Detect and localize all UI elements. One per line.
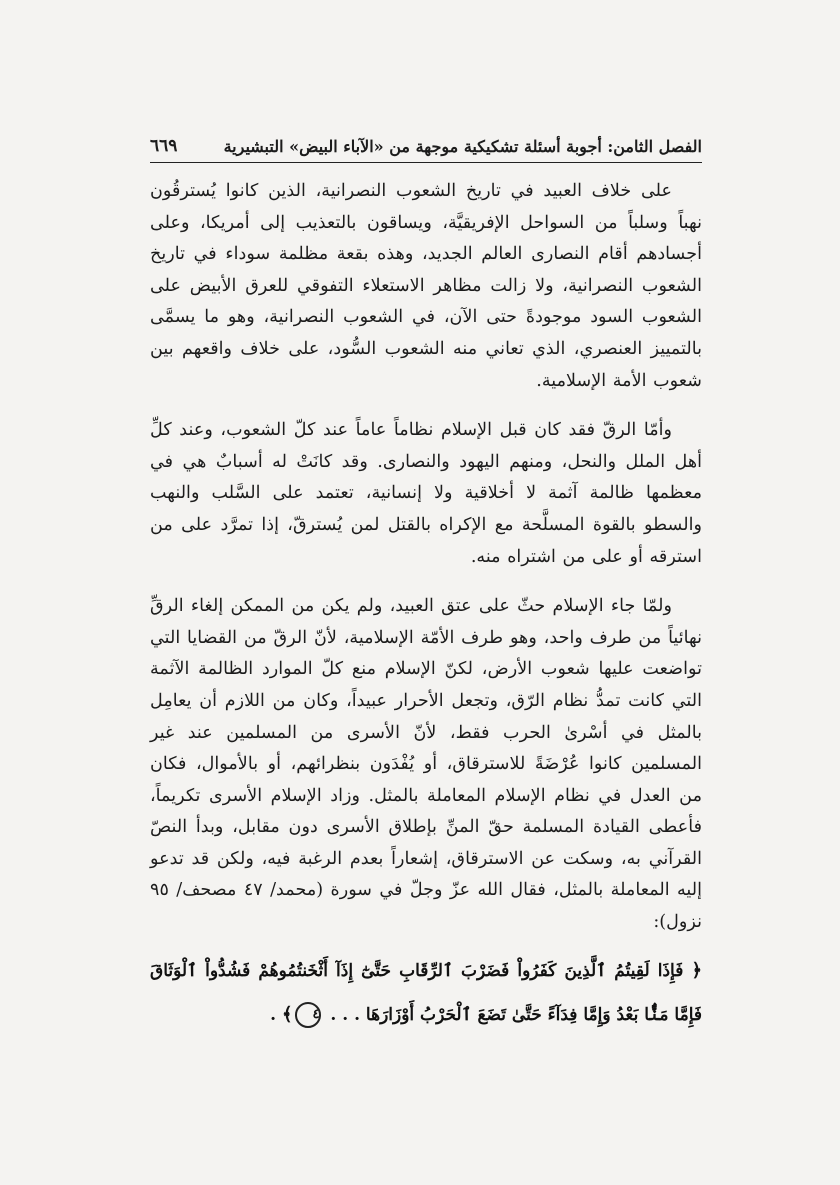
paragraph: ولمّا جاء الإسلام حثّ على عتق العبيد، ولم يكن من الممكن إلغاء الرقِّ نهائياً من طرف واحد، وهو طرف الأمّة الإسلامية، لأنّ الرقّ من القضايا التي تواضعت عليها شعوب الأرض، لكنّ الإسلام منع كلّ الموارد الظالمة الآثمة التي كانت تمدُّ نظام الرّق، وتجعل الأحرار عبيداً، وكان من اللازم أن يعامِل بالمثل في أسْرىٰ الحرب فقط، لأنّ الأسرى من المسلمين عند غير المسلمين كانوا عُرْضَةً للاسترقاق، أو يُفْدَون بنظرائهم، أو بالأموال، فكان من العدل في نظام الإسلام المعاملة بالمثل. وزاد الإسلام الأسرى تكريماً، فأعطى القيادة المسلمة حقّ المنِّ بإطلاق الأسرى دون مقابل، وبدأ النصّ القرآني به، وسكت عن الاسترقاق، إشعاراً بعدم الرغبة فيه، ولكن قد تدعو إليه المعاملة بالمثل، فقال الله عزّ وجلّ في سورة (محمد/ ٤٧ مصحف/ ٩٥ نزول): [150, 596, 702, 933]
paragraph: على خلاف العبيد في تاريخ الشعوب النصرانية، الذين كانوا يُسترقُون نهباً وسلباً من السواحل الإفريقيَّة، ويساقون بالتعذيب إلى أمريكا، وعلى أجسادهم أقام النصارى العالم الجديد، وهذه بقعة مظلمة سوداء في تاريخ الشعوب النصرانية، ولا زالت مظاهر الاستعلاء التفوقي للعرق الأبيض على الشعوب السود موجودةً حتى الآن، في الشعوب النصرانية، وهو ما يسمَّى بالتمييز العنصري، الذي تعاني منه الشعوب السُّود، على خلاف واقعهم بين شعوب الأمة الإسلامية. [150, 181, 702, 391]
verse-number-marker: ٤ [295, 1002, 321, 1028]
header-divider [150, 162, 702, 163]
quran-open-bracket: ﴿ [691, 959, 702, 981]
paragraph: وأمّا الرقّ فقد كان قبل الإسلام نظاماً عاماً عند كلّ الشعوب، وعند كلِّ أهل الملل والنحل، ومنهم اليهود والنصارى. وقد كانَتْ له أسبابٌ هي في معظمها ظالمة آثمة لا أخلاقية ولا إنسانية، تعتمد على السَّلب والنهب والسطو بالقوة المسلَّحة مع الإكراه بالقتل لمن يُسترقّ، إذا تمرَّد على من استرقه أو على من اشتراه منه. [150, 420, 702, 567]
page-number: ٦٦٩ [150, 136, 178, 156]
quran-close-bracket: ﴾ [281, 1003, 293, 1025]
quran-end-period: . [270, 1004, 277, 1025]
chapter-title: الفصل الثامن: أجوبة أسئلة تشكيكية موجهة من «الآباء البيض» التبشيرية [223, 136, 702, 156]
running-header [150, 133, 702, 159]
body-text [150, 176, 702, 1037]
quran-verse [150, 947, 702, 1037]
quran-ellipsis: . . . [330, 1004, 360, 1025]
quran-verse-text: فَإِذَا لَقِيتُمُ ٱلَّذِينَ كَفَرُواْ فَضَرْبَ ٱلرِّقَابِ حَتَّىٰٓ إِذَآ أَثْخَنتُمُوهُمْ فَشُدُّواْ ٱلْوَثَاقَ فَإِمَّا مَنًّۢا بَعْدُ وَإِمَّا فِدَآءً حَتَّىٰ تَضَعَ ٱلْحَرْبُ أَوْزَارَهَا [150, 960, 702, 1025]
